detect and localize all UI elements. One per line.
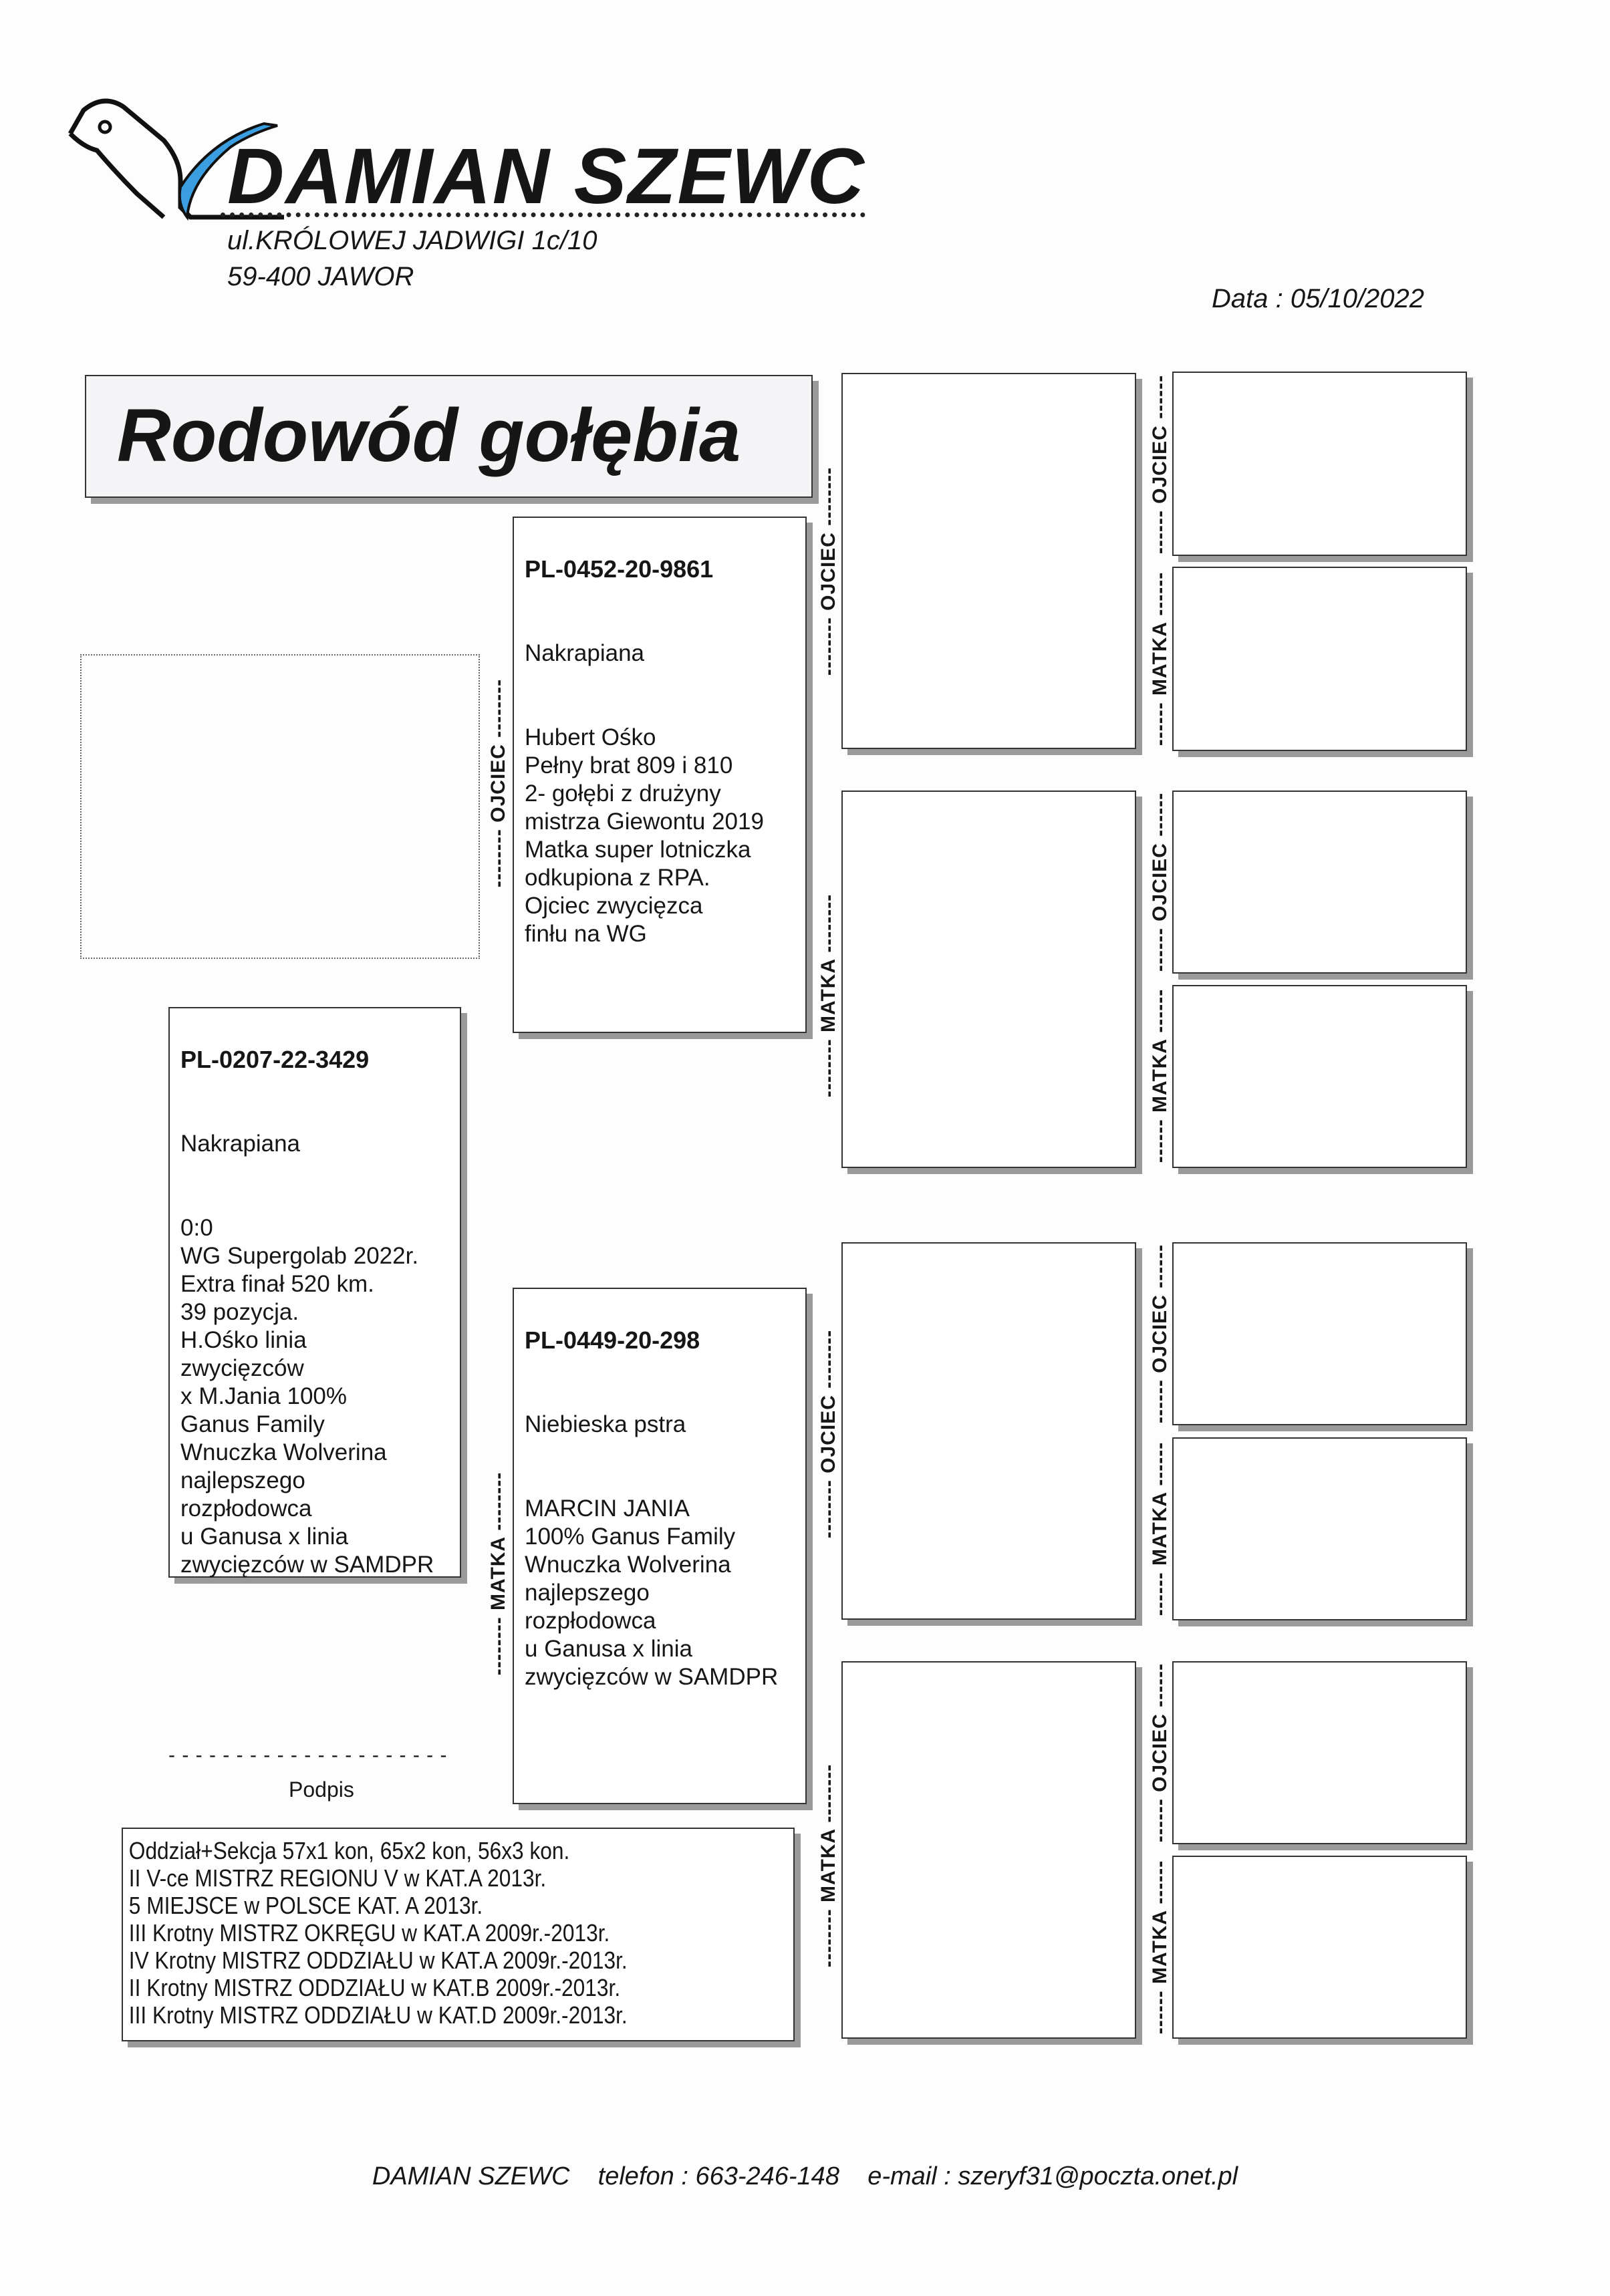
great-grandparent-card (1172, 1856, 1467, 2039)
address-line-2: 59-400 JAWOR (227, 262, 414, 291)
ggp-6-label: ------ MATKA ------ (1149, 1441, 1171, 1616)
great-grandparent-card (1172, 567, 1467, 751)
footer (0, 2162, 1610, 2191)
ggp-8-label: ------ MATKA ------ (1149, 1860, 1171, 2035)
grandmother-paternal-card (841, 791, 1136, 1168)
ggp-2-label: ------ MATKA ------ (1149, 571, 1171, 746)
grandmother-paternal-label: -------- MATKA -------- (817, 893, 839, 1098)
mother-notes: MARCIN JANIA 100% Ganus Family Wnuczka Wolverina najlepszego rozpłodowca u Ganusa x linia zwycięzców w SAMDPR (525, 1495, 779, 1690)
father-label: -------- OJCIEC -------- (487, 678, 509, 888)
grandfather-paternal-label: -------- OJCIEC -------- (817, 466, 839, 676)
grandfather-maternal-label: -------- OJCIEC -------- (817, 1329, 839, 1539)
subject-color: Nakrapiana (180, 1131, 300, 1157)
great-grandparent-card (1172, 791, 1467, 974)
subject-notes: 0:0 WG Supergolab 2022r. Extra finał 520 km. 39 pozycja. H.Ośko linia zwycięzców x M.Jania 100% Ganus Family Wnuczka Wolverina najlepszego rozpłodowca u Ganusa x linia zwycięzców w SAMDPR (180, 1215, 434, 1578)
great-grandparent-card (1172, 1437, 1467, 1620)
ggp-4-label: ------ MATKA ------ (1149, 988, 1171, 1163)
header-divider (221, 212, 865, 217)
ggp-7-label: ------ OJCIEC ------ (1149, 1663, 1171, 1843)
ggp-5-label: ------ OJCIEC ------ (1149, 1244, 1171, 1424)
date-label: Data : (1212, 284, 1283, 313)
breeder-name: DAMIAN SZEWC (227, 132, 865, 221)
achievement-line: III Krotny MISTRZ OKRĘGU w KAT.A 2009r.-2013r. (128, 1919, 610, 1947)
achievement-line: 5 MIEJSCE w POLSCE KAT. A 2013r. (128, 1892, 483, 1919)
mother-label: -------- MATKA -------- (487, 1471, 509, 1676)
address-line-1: ul.KRÓLOWEJ JADWIGI 1c/10 (227, 226, 597, 255)
achievement-line: IV Krotny MISTRZ ODDZIAŁU w KAT.A 2009r.-2013r. (128, 1947, 628, 1974)
great-grandparent-card (1172, 985, 1467, 1168)
footer-name: DAMIAN SZEWC (372, 2162, 570, 2190)
great-grandparent-card (1172, 372, 1467, 556)
ggp-1-label: ------ OJCIEC ------ (1149, 374, 1171, 555)
photo-placeholder[interactable] (80, 654, 480, 959)
achievement-line: III Krotny MISTRZ ODDZIAŁU w KAT.D 2009r.-2013r. (128, 2001, 628, 2029)
grandmother-maternal-label: -------- MATKA -------- (817, 1763, 839, 1968)
footer-phone: telefon : 663-246-148 (597, 2162, 839, 2190)
mother-color: Niebieska pstra (525, 1411, 686, 1437)
footer-email[interactable]: e-mail : szeryf31@poczta.onet.pl (867, 2162, 1238, 2190)
father-ring: PL-0452-20-9861 (525, 555, 714, 583)
achievement-line: II V-ce MISTRZ REGIONU V w KAT.A 2013r. (128, 1864, 547, 1892)
achievements-box (122, 1828, 795, 2041)
page-title: Rodowód gołębia (117, 394, 741, 477)
mother-ring: PL-0449-20-298 (525, 1326, 700, 1354)
father-card (513, 517, 807, 1033)
great-grandparent-card (1172, 1242, 1467, 1425)
signature-label: Podpis (289, 1777, 354, 1802)
mother-card (513, 1288, 807, 1804)
achievement-line: II Krotny MISTRZ ODDZIAŁU w KAT.B 2009r.-2013r. (128, 1974, 621, 2001)
ggp-3-label: ------ OJCIEC ------ (1149, 792, 1171, 972)
grandfather-paternal-card (841, 373, 1136, 749)
date-value: 05/10/2022 (1290, 284, 1425, 313)
signature-line: - - - - - - - - - - - - - - - - - - - - - (168, 1744, 448, 1766)
subject-pigeon-card (168, 1007, 461, 1578)
great-grandparent-card (1172, 1661, 1467, 1844)
title-box (85, 375, 813, 498)
date (1212, 284, 1424, 314)
father-color: Nakrapiana (525, 640, 644, 666)
grandmother-maternal-card (841, 1661, 1136, 2039)
subject-ring: PL-0207-22-3429 (180, 1046, 370, 1073)
achievement-line: Oddział+Sekcja 57x1 kon, 65x2 kon, 56x3 kon. (128, 1837, 570, 1864)
grandfather-maternal-card (841, 1242, 1136, 1620)
father-notes: Hubert Ośko Pełny brat 809 i 810 2- gołębi z drużyny mistrza Giewontu 2019 Matka super lotniczka odkupiona z RPA. Ojciec zwycięzca finłu na WG (525, 724, 764, 947)
